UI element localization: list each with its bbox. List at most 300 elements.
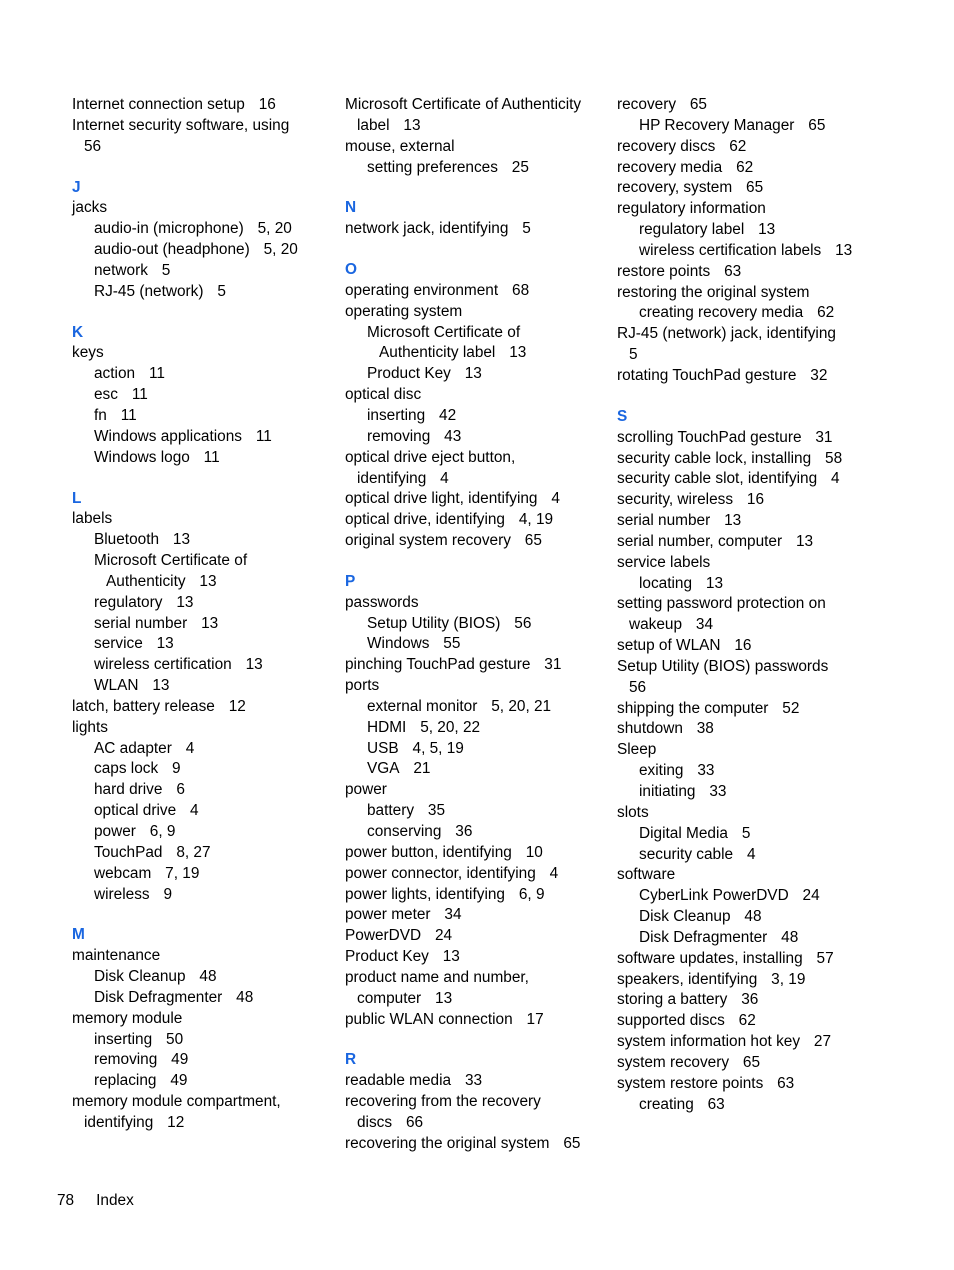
index-term: Digital Media — [639, 824, 728, 842]
index-entry — [617, 719, 872, 740]
index-subentry — [617, 1095, 872, 1116]
index-term: Disk Cleanup — [94, 968, 186, 986]
page-ref: 52 — [782, 699, 800, 717]
page-ref: 33 — [464, 1072, 483, 1090]
page-ref: 5 — [629, 346, 638, 364]
index-term: setting password protection on — [617, 595, 826, 613]
index-subentry — [72, 1030, 322, 1051]
page-ref: 13 — [442, 948, 460, 966]
index-term: label — [357, 116, 390, 134]
index-term: setup of WLAN — [617, 637, 721, 655]
page-ref: 5 — [161, 261, 171, 279]
page-ref: 57 — [816, 949, 834, 967]
index-entry — [345, 1010, 600, 1031]
index-entry — [345, 1071, 600, 1092]
page-ref: 13 — [705, 574, 724, 592]
page-ref: 7, 19 — [165, 864, 200, 882]
index-term: PowerDVD — [345, 927, 422, 945]
index-term: Setup Utility (BIOS) — [367, 614, 501, 632]
index-term: supported discs — [617, 1012, 725, 1030]
index-term: public WLAN connection — [345, 1010, 513, 1028]
index-term: wireless certification — [94, 656, 232, 674]
index-entry — [345, 593, 600, 614]
index-subentry — [72, 448, 322, 469]
page-ref: 24 — [434, 927, 453, 945]
index-term: regulatory information — [617, 200, 766, 218]
page-ref: 5, 20 — [263, 241, 298, 259]
index-entry — [617, 657, 872, 678]
page-ref: 56 — [514, 614, 532, 632]
index-column-1 — [72, 95, 322, 1134]
index-entry — [617, 262, 872, 283]
index-entry — [617, 699, 872, 720]
index-entry — [345, 1092, 600, 1113]
index-entry — [617, 803, 872, 824]
index-entry — [345, 1113, 600, 1134]
page-ref: 65 — [746, 179, 764, 197]
index-term: external monitor — [367, 697, 478, 715]
index-term: inserting — [94, 1030, 153, 1048]
index-term: Disk Defragmenter — [639, 928, 768, 946]
page-ref: 13 — [835, 241, 853, 259]
index-entry — [345, 968, 600, 989]
letter-heading: O — [345, 261, 357, 279]
index-term: VGA — [367, 760, 400, 778]
index-entry — [345, 385, 600, 406]
index-term: RJ-45 (network) — [94, 282, 204, 300]
page-ref: 13 — [201, 614, 219, 632]
index-entry — [345, 947, 600, 968]
page-ref: 6 — [176, 781, 185, 799]
index-term: passwords — [345, 593, 419, 611]
index-entry — [345, 489, 600, 510]
index-entry — [345, 655, 600, 676]
index-subentry — [345, 697, 600, 718]
index-entry — [617, 490, 872, 511]
index-subentry — [617, 303, 872, 324]
page-ref: 5 — [522, 220, 531, 238]
index-entry — [345, 116, 600, 137]
page-ref: 31 — [815, 428, 833, 446]
index-term: WLAN — [94, 677, 139, 695]
index-entry — [617, 324, 872, 345]
page-ref: 58 — [825, 449, 843, 467]
index-entry — [345, 281, 600, 302]
page-ref: 13 — [176, 593, 194, 611]
index-term: recovery, system — [617, 179, 733, 197]
index-entry — [345, 95, 600, 116]
index-term: service — [94, 635, 143, 653]
index-term: fn — [94, 406, 107, 424]
letter-heading: S — [617, 407, 628, 425]
page-ref: 5, 20 — [257, 220, 292, 238]
index-subentry — [72, 822, 322, 843]
page-ref: 4 — [551, 490, 560, 508]
index-entry — [617, 178, 872, 199]
page-ref: 12 — [228, 697, 246, 715]
index-term: USB — [367, 739, 399, 757]
index-term: caps lock — [94, 760, 159, 778]
index-entry — [345, 137, 600, 158]
page-ref: 62 — [729, 137, 747, 155]
index-term: Authenticity label — [379, 344, 496, 362]
index-entry — [345, 531, 600, 552]
index-subentry — [617, 782, 872, 803]
index-entry — [617, 95, 872, 116]
page-ref: 35 — [427, 802, 446, 820]
index-term: security cable — [639, 845, 734, 863]
page-ref: 65 — [524, 532, 542, 550]
index-term: computer — [357, 989, 422, 1007]
page-ref: 63 — [724, 262, 742, 280]
index-term: audio-in (microphone) — [94, 220, 244, 238]
index-term: lights — [72, 718, 108, 736]
index-term: operating system — [345, 302, 463, 320]
index-entry — [345, 780, 600, 801]
index-term: Microsoft Certificate of Authenticity — [345, 96, 582, 113]
index-subentry — [72, 1071, 322, 1092]
index-entry — [617, 1032, 872, 1053]
page-ref: 4, 5, 19 — [412, 739, 464, 757]
index-term: shutdown — [617, 720, 683, 738]
index-term: service labels — [617, 553, 711, 571]
index-entry — [617, 615, 872, 636]
page-ref: 16 — [734, 637, 752, 655]
index-term: ports — [345, 677, 380, 695]
index-entry — [617, 970, 872, 991]
index-term: removing — [94, 1051, 158, 1069]
index-entry — [72, 95, 322, 116]
index-term: power meter — [345, 906, 431, 924]
index-term: recovery media — [617, 158, 723, 176]
index-term: optical disc — [345, 386, 422, 404]
page-ref: 13 — [403, 116, 421, 134]
page-number: 78 — [57, 1192, 75, 1209]
footer-section-title: Index — [96, 1192, 134, 1209]
page-ref: 3, 19 — [771, 970, 806, 988]
index-term: restoring the original system — [617, 283, 810, 301]
index-entry — [72, 1092, 322, 1113]
index-term: optical drive, identifying — [345, 511, 505, 529]
index-entry — [345, 885, 600, 906]
page-ref: 4 — [440, 469, 449, 487]
index-entry — [345, 1134, 600, 1155]
page-ref: 63 — [777, 1074, 795, 1092]
index-subentry — [72, 759, 322, 780]
index-term: recovering the original system — [345, 1134, 550, 1152]
index-term: recovery discs — [617, 137, 716, 155]
index-term: mouse, external — [345, 137, 455, 155]
index-term: webcam — [94, 864, 152, 882]
index-term: audio-out (headphone) — [94, 241, 250, 259]
index-subentry — [345, 801, 600, 822]
index-entry — [617, 865, 872, 886]
index-term: esc — [94, 386, 118, 404]
index-term: security cable lock, installing — [617, 449, 812, 467]
index-term: TouchPad — [94, 843, 163, 861]
index-entry — [617, 469, 872, 490]
page-ref: 65 — [742, 1053, 761, 1071]
index-entry — [617, 949, 872, 970]
index-term: restore points — [617, 262, 711, 280]
index-subentry — [617, 886, 872, 907]
page-ref: 49 — [171, 1051, 189, 1069]
index-term: conserving — [367, 823, 442, 840]
index-subentry — [72, 261, 322, 282]
index-entry — [345, 510, 600, 531]
page-ref: 13 — [172, 531, 191, 549]
index-term: HP Recovery Manager — [639, 116, 795, 134]
index-subentry — [345, 364, 600, 385]
index-entry — [345, 926, 600, 947]
page-ref: 13 — [509, 344, 527, 362]
index-entry — [617, 1074, 872, 1095]
index-term: jacks — [72, 199, 108, 217]
index-term: Microsoft Certificate of — [94, 552, 248, 570]
index-subentry — [72, 240, 322, 261]
page-ref: 63 — [707, 1095, 725, 1113]
page-ref: 4 — [746, 845, 756, 863]
letter-heading: M — [72, 926, 85, 944]
index-term: power lights, identifying — [345, 885, 505, 903]
index-term: Windows — [367, 635, 430, 653]
page-ref: 13 — [156, 635, 174, 653]
index-entry — [617, 158, 872, 179]
page-ref: 48 — [781, 928, 799, 946]
index-term: system information hot key — [617, 1033, 801, 1051]
page-ref: 33 — [709, 783, 727, 800]
index-term: operating environment — [345, 281, 499, 299]
index-term: speakers, identifying — [617, 970, 758, 988]
index-term: optical drive — [94, 802, 177, 820]
index-entry — [72, 343, 322, 364]
index-term: creating recovery media — [639, 304, 804, 322]
page-ref: 13 — [152, 677, 170, 695]
index-term: memory module — [72, 1009, 183, 1027]
index-subentry — [345, 759, 600, 780]
index-entry — [345, 469, 600, 490]
page-ref: 50 — [166, 1030, 184, 1048]
index-term: Bluetooth — [94, 531, 160, 549]
page-ref: 65 — [808, 116, 826, 134]
index-term: regulatory — [94, 593, 163, 611]
index-entry — [617, 1011, 872, 1032]
page-ref: 11 — [255, 427, 272, 445]
letter-heading: N — [345, 199, 357, 217]
page-ref: 6, 9 — [149, 823, 176, 840]
index-column-2 — [345, 95, 600, 1155]
index-entry — [617, 594, 872, 615]
page-ref: 5 — [217, 282, 226, 300]
index-term: identifying — [357, 469, 427, 487]
index-term: HDMI — [367, 718, 407, 736]
index-term: regulatory label — [639, 221, 745, 239]
page-ref: 66 — [405, 1113, 424, 1131]
index-term: battery — [367, 802, 415, 820]
index-term: scrolling TouchPad gesture — [617, 428, 802, 446]
index-entry — [617, 366, 872, 387]
index-term: inserting — [367, 406, 426, 424]
page-ref: 43 — [444, 427, 462, 445]
letter-heading: J — [72, 178, 81, 196]
index-term: recovery — [617, 96, 677, 113]
index-subentry — [72, 427, 322, 448]
index-term: RJ-45 (network) jack, identifying — [617, 325, 836, 343]
index-subentry — [72, 655, 322, 676]
index-subentry — [72, 614, 322, 635]
index-term: serial number, computer — [617, 532, 783, 550]
index-term: locating — [639, 574, 693, 592]
index-term: power button, identifying — [345, 843, 512, 861]
page-ref: 10 — [525, 843, 543, 861]
index-term: maintenance — [72, 947, 161, 965]
page-ref: 4, 19 — [518, 511, 554, 529]
page-ref: 4 — [189, 802, 199, 820]
page-ref: 16 — [258, 96, 276, 113]
page-ref: 36 — [455, 823, 473, 840]
index-subentry — [72, 364, 322, 385]
index-entry — [617, 532, 872, 553]
page-ref: 13 — [435, 989, 453, 1007]
page-ref: 62 — [738, 1012, 756, 1030]
page-ref: 56 — [84, 137, 102, 155]
index-entry — [72, 198, 322, 219]
page-ref: 4 — [831, 470, 840, 488]
page-ref: 42 — [439, 406, 457, 424]
page-ref: 38 — [696, 720, 714, 738]
page-ref: 49 — [170, 1072, 188, 1090]
index-entry — [72, 116, 322, 137]
index-subentry — [72, 967, 322, 988]
index-term: latch, battery release — [72, 697, 215, 715]
index-subentry — [617, 116, 872, 137]
index-entry — [617, 511, 872, 532]
page-ref: 27 — [813, 1033, 832, 1051]
index-term: rotating TouchPad gesture — [617, 366, 797, 384]
index-entry — [617, 553, 872, 574]
index-term: Windows applications — [94, 427, 242, 445]
index-term: labels — [72, 510, 113, 528]
index-term: original system recovery — [345, 532, 511, 550]
letter-heading: L — [72, 489, 82, 507]
index-subentry — [72, 551, 322, 572]
index-subentry — [72, 593, 322, 614]
index-term: hard drive — [94, 781, 163, 799]
index-entry — [617, 636, 872, 657]
index-term: Windows logo — [94, 448, 190, 466]
index-term: CyberLink PowerDVD — [639, 887, 789, 905]
index-term: security cable slot, identifying — [617, 470, 818, 488]
index-term: security, wireless — [617, 491, 734, 509]
page-ref: 16 — [746, 491, 765, 509]
index-term: wireless certification labels — [639, 241, 822, 259]
index-column-3 — [617, 95, 872, 1116]
page-ref: 9 — [172, 760, 181, 778]
page-ref: 48 — [199, 968, 217, 986]
index-term: Internet security software, using — [72, 116, 290, 134]
index-term: Authenticity — [106, 572, 186, 590]
index-entry — [72, 1009, 322, 1030]
page-ref: 11 — [120, 406, 137, 424]
index-subentry — [617, 907, 872, 928]
page-ref: 17 — [526, 1010, 544, 1028]
index-subentry — [72, 864, 322, 885]
page-ref: 62 — [736, 158, 754, 176]
index-subentry — [72, 406, 322, 427]
index-term: Disk Cleanup — [639, 908, 731, 926]
index-subentry — [345, 634, 600, 655]
index-entry — [72, 137, 322, 158]
index-term: removing — [367, 427, 431, 445]
page-ref: 24 — [802, 887, 820, 905]
index-subentry — [345, 427, 600, 448]
index-subentry — [72, 1050, 322, 1071]
page-ref: 65 — [689, 96, 707, 113]
index-term: product name and number, — [345, 968, 529, 986]
index-subentry — [617, 761, 872, 782]
index-term: Microsoft Certificate of — [367, 323, 521, 341]
index-entry — [345, 989, 600, 1010]
index-entry — [72, 697, 322, 718]
index-subentry — [617, 824, 872, 845]
page-ref: 13 — [724, 512, 742, 530]
page-ref: 31 — [544, 656, 562, 674]
page-ref: 48 — [744, 908, 762, 926]
index-term: power — [345, 781, 387, 799]
page-ref: 13 — [199, 572, 217, 590]
index-term: keys — [72, 344, 104, 362]
index-subentry — [345, 822, 600, 843]
index-entry — [345, 676, 600, 697]
index-subentry — [345, 739, 600, 760]
page-ref: 25 — [511, 158, 529, 176]
index-subentry — [72, 988, 322, 1009]
index-term: network jack, identifying — [345, 220, 509, 238]
page-ref: 11 — [203, 448, 220, 466]
index-subentry — [617, 574, 872, 595]
index-term: recovering from the recovery — [345, 1093, 541, 1111]
index-subentry — [345, 158, 600, 179]
index-term: power connector, identifying — [345, 864, 536, 882]
index-subentry — [345, 323, 600, 344]
page-ref: 8, 27 — [176, 843, 211, 861]
index-term: Sleep — [617, 741, 657, 759]
page-ref: 65 — [563, 1134, 581, 1152]
index-term: software — [617, 866, 676, 884]
index-term: serial number — [617, 512, 711, 530]
letter-heading: K — [72, 323, 84, 341]
index-entry — [617, 199, 872, 220]
index-subentry — [72, 385, 322, 406]
page-ref: 13 — [245, 656, 263, 674]
index-subentry — [72, 282, 322, 303]
index-term: pinching TouchPad gesture — [345, 656, 531, 674]
index-term: optical drive light, identifying — [345, 490, 538, 508]
index-entry — [345, 864, 600, 885]
index-entry — [72, 946, 322, 967]
page-ref: 36 — [741, 991, 759, 1009]
index-subentry — [617, 241, 872, 262]
page-ref: 32 — [810, 366, 828, 384]
page-ref: 34 — [444, 906, 462, 924]
index-term: shipping the computer — [617, 699, 769, 717]
index-term: optical drive eject button, — [345, 448, 516, 466]
index-term: creating — [639, 1095, 694, 1113]
index-entry — [345, 843, 600, 864]
index-entry — [345, 219, 600, 240]
index-term: serial number — [94, 614, 188, 632]
index-term: discs — [357, 1113, 393, 1131]
